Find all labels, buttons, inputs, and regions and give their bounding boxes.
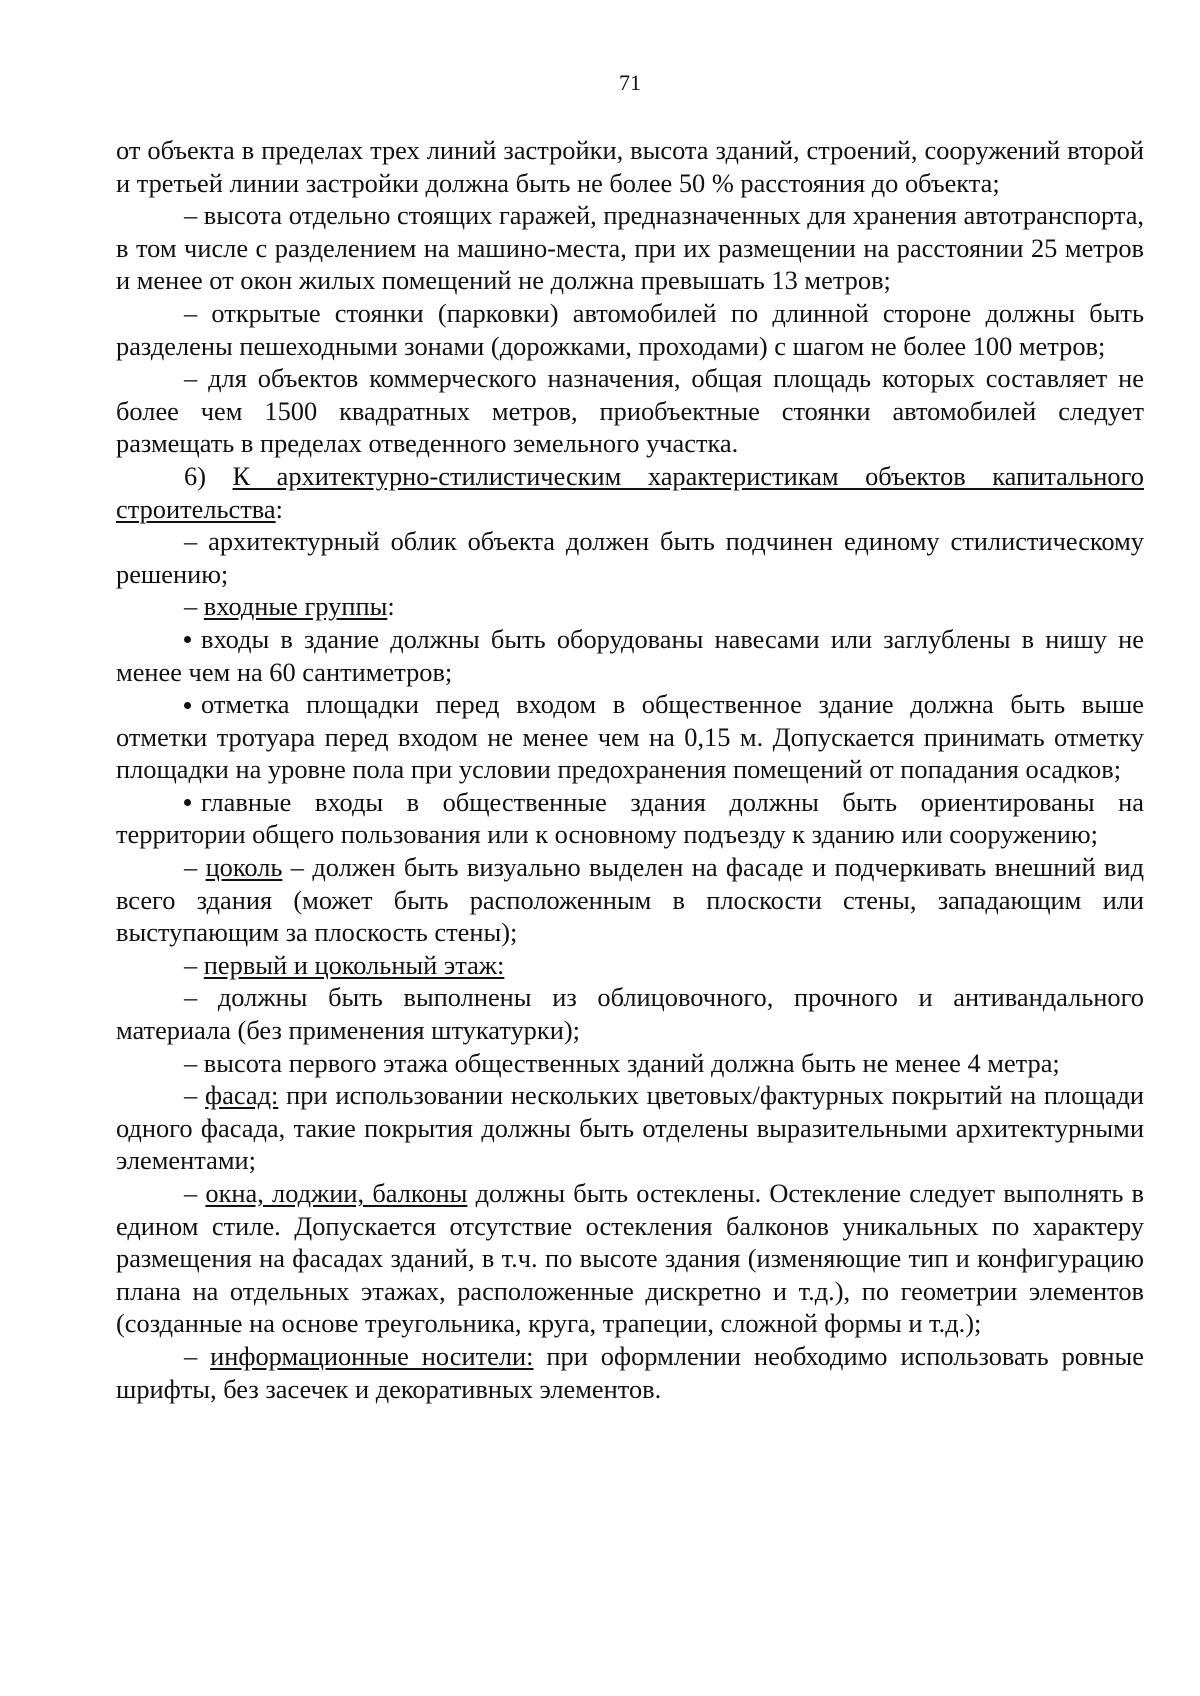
paragraph-facing-material: – должны быть выполнены из облицовочного, прочного и антивандального материала (без применения штукатурки);	[116, 982, 1144, 1046]
section-suffix: :	[275, 493, 283, 524]
paragraph-garages-height: – высота отдельно стоящих гаражей, предназначенных для хранения автотранспорта, в том числе с разделением на машино-места, при их размещении на расстоянии 25 метров и менее от окон жилых помещений не должна превышать 13 метров;	[116, 200, 1144, 296]
term-facade: фасад:	[205, 1080, 279, 1111]
bullet-item-main-entrances: главные входы в общественные здания должны быть ориентированы на территории общего пользования или к основному подъезду к зданию или сооружению;	[116, 786, 1144, 850]
paragraph-entrance-groups: – входные группы:	[184, 591, 395, 622]
bullet-icon	[184, 636, 191, 643]
bullet-icon	[184, 799, 191, 806]
paragraph-first-floor-height: – высота первого этажа общественных зданий должна быть не менее 4 метра;	[184, 1047, 1060, 1078]
paragraph-open-parking: – открытые стоянки (парковки) автомобилей по длинной стороне должны быть разделены пешеходными зонами (дорожками, проходами) с шагом не более 100 метров;	[116, 297, 1144, 361]
paragraph-information-carriers: – информационные носители: при оформлении необходимо использовать ровные шрифты, без засечек и декоративных элементов.	[116, 1340, 1144, 1404]
term-first-floor: первый и цокольный этаж:	[203, 949, 505, 980]
paragraph-architectural-appearance: – архитектурный облик объекта должен быть подчинен единому стилистическому решению;	[116, 526, 1144, 589]
term-entrance-groups: входные группы	[203, 591, 388, 622]
term-windows-balconies: окна, лоджии, балконы	[205, 1178, 468, 1208]
bullet-item-entrance-canopies: входы в здание должны быть оборудованы навесами или заглублены в нишу не менее чем на 60 сантиметров;	[116, 623, 1144, 687]
section-heading-underlined: К архитектурно-стилистическим характеристикам объектов капитального строительства	[116, 460, 1144, 524]
paragraph-windows-balconies: – окна, лоджии, балконы должны быть остеклены. Остекление следует выполнять в едином стиле. Допускается отсутствие остекления балконов уникальных по характеру размещения на фасадах зданий, в т.ч. по высоте здания (изменяющие тип и конфигурацию плана на отдельных этажах, расположенные дискретно и т.д.), по геометрии элементов (созданные на основе треугольника, круга, трапеции, сложной формы и т.д.);	[116, 1178, 1144, 1339]
bullet-icon	[184, 702, 191, 709]
term-information-carriers: информационные носители:	[210, 1340, 534, 1371]
paragraph-facade: – фасад: при использовании нескольких цветовых/фактурных покрытий на площади одного фасада, такие покрытия должны быть отделены выразительными архитектурными элементами;	[116, 1080, 1144, 1176]
paragraph-plinth: – цоколь – должен быть визуально выделен на фасаде и подчеркивать внешний вид всего здания (может быть расположенным в плоскости стены, западающим или выступающим за плоскость стены);	[116, 852, 1145, 948]
paragraph-commercial-parking: – для объектов коммерческого назначения, общая площадь которых составляет не более чем 1500 квадратных метров, приобъектные стоянки автомобилей следует размещать в пределах отведенного земельного участка.	[116, 363, 1144, 459]
bullet-item-platform-level: отметка площадки перед входом в общественное здание должна быть выше отметки тротуара перед входом не менее чем на 0,15 м. Допускается принимать отметку площадки на уровне пола при условии предохранения помещений от попадания осадков;	[116, 689, 1144, 785]
section-prefix: 6)	[184, 460, 233, 491]
paragraph-continuation: от объекта в пределах трех линий застройки, высота зданий, строений, сооружений второй и третьей линии застройки должна быть не более 50 % расстояния до объекта;	[116, 135, 1144, 198]
section-heading-architecture	[116, 460, 1144, 525]
paragraph-first-floor: – первый и цокольный этаж:	[184, 949, 505, 980]
page-number: 71	[619, 70, 641, 95]
term-plinth: цоколь	[205, 852, 283, 883]
